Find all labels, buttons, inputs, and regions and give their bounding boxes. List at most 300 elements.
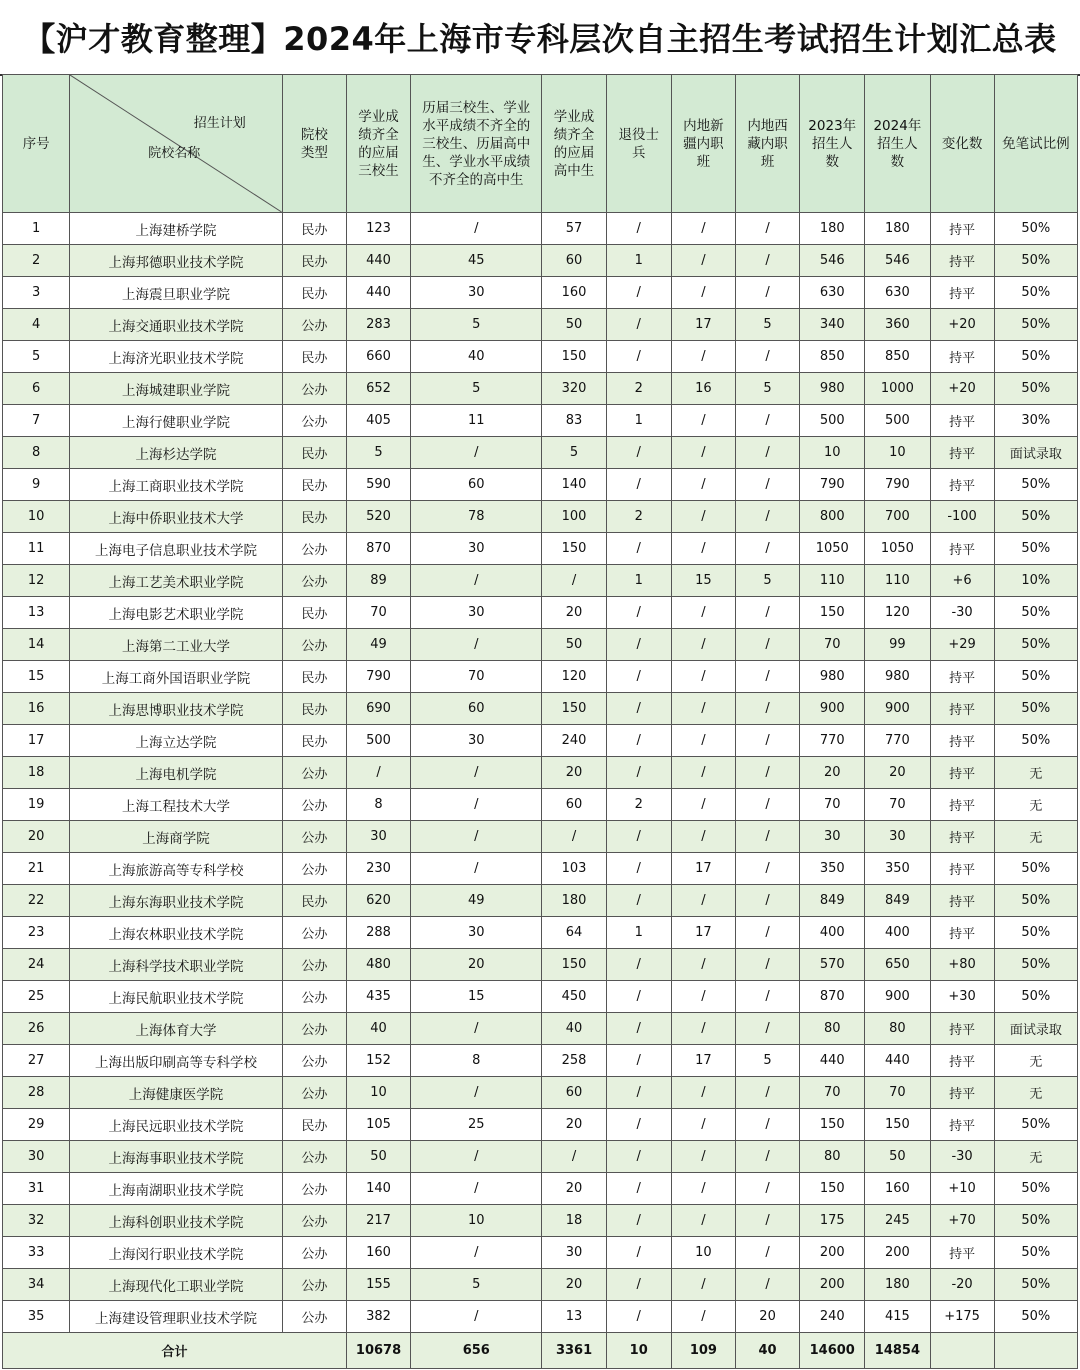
cell-c8: 850: [865, 341, 930, 373]
cell-c4: /: [606, 1141, 671, 1173]
cell-c2: 11: [411, 405, 542, 437]
table-row: [3, 629, 1078, 661]
cell-c9: +70: [930, 1205, 994, 1237]
cell-c2: /: [411, 1173, 542, 1205]
cell-seq: 3: [3, 277, 70, 309]
cell-c6: /: [735, 597, 799, 629]
cell-seq: 22: [3, 885, 70, 917]
cell-c9: 持平: [930, 277, 994, 309]
cell-c4: /: [606, 821, 671, 853]
cell-c4: /: [606, 437, 671, 469]
cell-c2: 30: [411, 533, 542, 565]
total-c9-empty: [930, 1333, 994, 1369]
cell-c8: 110: [865, 565, 930, 597]
table-row: [3, 533, 1078, 565]
cell-c2: 30: [411, 277, 542, 309]
cell-c1: 435: [346, 981, 410, 1013]
table-row: [3, 501, 1078, 533]
cell-c9: +80: [930, 949, 994, 981]
cell-c7: 200: [800, 1269, 865, 1301]
cell-school-type: 公办: [282, 533, 346, 565]
cell-c4: 2: [606, 373, 671, 405]
cell-c8: 120: [865, 597, 930, 629]
cell-c6: /: [735, 853, 799, 885]
cell-c10: 50%: [994, 853, 1077, 885]
cell-c2: 10: [411, 1205, 542, 1237]
cell-c5: /: [671, 757, 735, 789]
cell-c3: 140: [542, 469, 606, 501]
cell-c8: 180: [865, 213, 930, 245]
cell-school-name: 上海邦德职业技术学院: [70, 245, 283, 277]
total-c7: 14600: [800, 1333, 865, 1369]
cell-c1: 288: [346, 917, 410, 949]
cell-c6: /: [735, 885, 799, 917]
cell-c9: 持平: [930, 693, 994, 725]
cell-c10: 50%: [994, 1301, 1077, 1333]
cell-c2: /: [411, 789, 542, 821]
cell-c2: /: [411, 1077, 542, 1109]
cell-c5: /: [671, 1205, 735, 1237]
cell-c5: 16: [671, 373, 735, 405]
total-c1: 10678: [346, 1333, 410, 1369]
cell-c1: 690: [346, 693, 410, 725]
cell-c10: 50%: [994, 949, 1077, 981]
cell-seq: 26: [3, 1013, 70, 1045]
cell-c7: 150: [800, 1109, 865, 1141]
cell-c6: /: [735, 341, 799, 373]
cell-c3: 150: [542, 949, 606, 981]
cell-c10: 50%: [994, 373, 1077, 405]
cell-c2: 70: [411, 661, 542, 693]
cell-c9: +29: [930, 629, 994, 661]
cell-school-type: 民办: [282, 693, 346, 725]
cell-c9: -30: [930, 1141, 994, 1173]
cell-c1: 440: [346, 277, 410, 309]
table-row: [3, 437, 1078, 469]
cell-seq: 25: [3, 981, 70, 1013]
cell-c1: 49: [346, 629, 410, 661]
cell-school-type: 公办: [282, 1237, 346, 1269]
cell-school-type: 公办: [282, 373, 346, 405]
cell-school-name: 上海工商外国语职业学院: [70, 661, 283, 693]
cell-c9: +20: [930, 309, 994, 341]
header-c1: 学业成绩齐全的应届三校生: [346, 75, 410, 213]
cell-c5: /: [671, 533, 735, 565]
cell-c4: /: [606, 1109, 671, 1141]
cell-school-type: 民办: [282, 341, 346, 373]
cell-school-type: 公办: [282, 1301, 346, 1333]
cell-seq: 8: [3, 437, 70, 469]
header-c8: 2024年招生人数: [865, 75, 930, 213]
cell-c4: /: [606, 469, 671, 501]
cell-school-type: 公办: [282, 629, 346, 661]
table-row: [3, 341, 1078, 373]
cell-c10: 50%: [994, 629, 1077, 661]
cell-c7: 790: [800, 469, 865, 501]
cell-c5: /: [671, 245, 735, 277]
cell-c9: 持平: [930, 437, 994, 469]
cell-c3: 30: [542, 1237, 606, 1269]
cell-school-name: 上海海事职业技术学院: [70, 1141, 283, 1173]
cell-school-type: 民办: [282, 277, 346, 309]
cell-c10: 50%: [994, 693, 1077, 725]
header-seq: 序号: [3, 75, 70, 213]
cell-c10: 50%: [994, 1173, 1077, 1205]
cell-school-name: 上海南湖职业技术学院: [70, 1173, 283, 1205]
cell-c5: /: [671, 949, 735, 981]
cell-c6: /: [735, 1173, 799, 1205]
cell-c3: 13: [542, 1301, 606, 1333]
cell-c9: 持平: [930, 917, 994, 949]
table-row: [3, 1045, 1078, 1077]
cell-c1: 790: [346, 661, 410, 693]
cell-c5: /: [671, 789, 735, 821]
header-type: 院校类型: [282, 75, 346, 213]
total-c8: 14854: [865, 1333, 930, 1369]
cell-c5: 17: [671, 853, 735, 885]
cell-c2: 25: [411, 1109, 542, 1141]
table-row: [3, 309, 1078, 341]
cell-c10: 50%: [994, 1205, 1077, 1237]
cell-school-type: 民办: [282, 213, 346, 245]
cell-school-name: 上海行健职业学院: [70, 405, 283, 437]
cell-c3: 57: [542, 213, 606, 245]
cell-c7: 180: [800, 213, 865, 245]
cell-c9: +175: [930, 1301, 994, 1333]
cell-c4: 1: [606, 405, 671, 437]
cell-school-type: 公办: [282, 917, 346, 949]
cell-c2: 30: [411, 725, 542, 757]
cell-c10: 10%: [994, 565, 1077, 597]
cell-c3: 103: [542, 853, 606, 885]
table-row: [3, 1237, 1078, 1269]
header-school-name: 院校名称: [148, 146, 201, 161]
cell-c9: +20: [930, 373, 994, 405]
cell-c8: 770: [865, 725, 930, 757]
cell-c7: 200: [800, 1237, 865, 1269]
cell-c5: /: [671, 469, 735, 501]
cell-c6: /: [735, 725, 799, 757]
cell-c9: 持平: [930, 245, 994, 277]
cell-c6: /: [735, 533, 799, 565]
cell-school-name: 上海第二工业大学: [70, 629, 283, 661]
cell-c2: /: [411, 1013, 542, 1045]
cell-c5: /: [671, 725, 735, 757]
cell-school-name: 上海出版印刷高等专科学校: [70, 1045, 283, 1077]
cell-c10: 30%: [994, 405, 1077, 437]
cell-seq: 32: [3, 1205, 70, 1237]
cell-seq: 29: [3, 1109, 70, 1141]
cell-c10: 无: [994, 789, 1077, 821]
cell-c8: 50: [865, 1141, 930, 1173]
table-row: [3, 597, 1078, 629]
cell-seq: 24: [3, 949, 70, 981]
cell-c7: 70: [800, 629, 865, 661]
cell-c9: +6: [930, 565, 994, 597]
cell-c3: /: [542, 821, 606, 853]
cell-c3: 60: [542, 245, 606, 277]
cell-c9: 持平: [930, 821, 994, 853]
cell-c2: /: [411, 821, 542, 853]
cell-c3: 60: [542, 789, 606, 821]
cell-c4: /: [606, 629, 671, 661]
cell-c10: 无: [994, 1141, 1077, 1173]
cell-c4: 1: [606, 565, 671, 597]
cell-c8: 790: [865, 469, 930, 501]
cell-c3: 20: [542, 1109, 606, 1141]
cell-c3: 450: [542, 981, 606, 1013]
cell-seq: 31: [3, 1173, 70, 1205]
cell-c9: -30: [930, 597, 994, 629]
cell-c7: 870: [800, 981, 865, 1013]
cell-c9: 持平: [930, 789, 994, 821]
cell-c7: 630: [800, 277, 865, 309]
cell-c3: 60: [542, 1077, 606, 1109]
cell-c6: 20: [735, 1301, 799, 1333]
cell-school-type: 公办: [282, 821, 346, 853]
cell-c8: 400: [865, 917, 930, 949]
cell-c1: 382: [346, 1301, 410, 1333]
cell-c3: 240: [542, 725, 606, 757]
cell-seq: 10: [3, 501, 70, 533]
cell-c4: /: [606, 1301, 671, 1333]
cell-school-name: 上海闵行职业技术学院: [70, 1237, 283, 1269]
cell-c10: 50%: [994, 885, 1077, 917]
cell-c7: 850: [800, 341, 865, 373]
cell-c1: 8: [346, 789, 410, 821]
cell-school-name: 上海思博职业技术学院: [70, 693, 283, 725]
cell-c3: 64: [542, 917, 606, 949]
cell-c7: 175: [800, 1205, 865, 1237]
cell-c9: 持平: [930, 757, 994, 789]
header-c2: 历届三校生、学业水平成绩不齐全的三校生、历届高中生、学业水平成绩不齐全的高中生: [411, 75, 542, 213]
cell-school-type: 民办: [282, 597, 346, 629]
cell-c10: 无: [994, 821, 1077, 853]
cell-c10: 50%: [994, 309, 1077, 341]
header-c5: 内地新疆内职班: [671, 75, 735, 213]
cell-c3: 50: [542, 309, 606, 341]
cell-school-type: 公办: [282, 981, 346, 1013]
cell-school-type: 民办: [282, 437, 346, 469]
cell-c1: 30: [346, 821, 410, 853]
cell-school-type: 公办: [282, 853, 346, 885]
cell-c2: 49: [411, 885, 542, 917]
cell-c3: 18: [542, 1205, 606, 1237]
cell-school-name: 上海济光职业技术学院: [70, 341, 283, 373]
table-row: [3, 853, 1078, 885]
cell-school-name: 上海东海职业技术学院: [70, 885, 283, 917]
table-row: [3, 661, 1078, 693]
cell-c3: 20: [542, 757, 606, 789]
cell-c9: -100: [930, 501, 994, 533]
cell-c2: /: [411, 1141, 542, 1173]
cell-school-name: 上海电子信息职业技术学院: [70, 533, 283, 565]
table-row: [3, 565, 1078, 597]
cell-c7: 800: [800, 501, 865, 533]
table-row: [3, 693, 1078, 725]
cell-c10: 50%: [994, 661, 1077, 693]
cell-c10: 50%: [994, 341, 1077, 373]
cell-c4: /: [606, 1205, 671, 1237]
total-c2: 656: [411, 1333, 542, 1369]
cell-c2: /: [411, 565, 542, 597]
cell-school-name: 上海建设管理职业技术学院: [70, 1301, 283, 1333]
cell-c9: +30: [930, 981, 994, 1013]
cell-school-type: 公办: [282, 1173, 346, 1205]
cell-c1: 590: [346, 469, 410, 501]
cell-c3: 160: [542, 277, 606, 309]
cell-school-name: 上海工程技术大学: [70, 789, 283, 821]
cell-seq: 2: [3, 245, 70, 277]
header-plan: 招生计划: [193, 116, 246, 131]
cell-school-name: 上海商学院: [70, 821, 283, 853]
cell-c1: 217: [346, 1205, 410, 1237]
cell-c1: 140: [346, 1173, 410, 1205]
table-row: [3, 1013, 1078, 1045]
cell-c8: 700: [865, 501, 930, 533]
cell-c2: 30: [411, 597, 542, 629]
page-title: 【沪才教育整理】2024年上海市专科层次自主招生考试招生计划汇总表: [0, 0, 1080, 76]
header-diagonal-cell: [70, 75, 283, 213]
cell-c3: 20: [542, 1173, 606, 1205]
cell-c7: 1050: [800, 533, 865, 565]
table-row: [3, 725, 1078, 757]
cell-c6: /: [735, 405, 799, 437]
cell-c9: 持平: [930, 1045, 994, 1077]
cell-c5: /: [671, 1077, 735, 1109]
cell-school-name: 上海交通职业技术学院: [70, 309, 283, 341]
cell-school-type: 民办: [282, 661, 346, 693]
cell-c10: 面试录取: [994, 1013, 1077, 1045]
cell-seq: 30: [3, 1141, 70, 1173]
cell-c8: 70: [865, 789, 930, 821]
header-c9: 变化数: [930, 75, 994, 213]
cell-c3: 120: [542, 661, 606, 693]
cell-c9: 持平: [930, 661, 994, 693]
cell-c2: /: [411, 1237, 542, 1269]
cell-c5: 17: [671, 1045, 735, 1077]
cell-c2: /: [411, 853, 542, 885]
cell-c6: /: [735, 1109, 799, 1141]
cell-seq: 28: [3, 1077, 70, 1109]
cell-c1: 520: [346, 501, 410, 533]
cell-school-type: 公办: [282, 1269, 346, 1301]
cell-c1: 123: [346, 213, 410, 245]
cell-c7: 980: [800, 373, 865, 405]
cell-school-type: 民办: [282, 1109, 346, 1141]
cell-c8: 630: [865, 277, 930, 309]
cell-c6: /: [735, 1013, 799, 1045]
cell-c10: 面试录取: [994, 437, 1077, 469]
header-c7: 2023年招生人数: [800, 75, 865, 213]
cell-c6: /: [735, 1269, 799, 1301]
cell-seq: 23: [3, 917, 70, 949]
cell-c2: 5: [411, 373, 542, 405]
cell-seq: 14: [3, 629, 70, 661]
table-row: [3, 1301, 1078, 1333]
cell-c8: 30: [865, 821, 930, 853]
cell-school-type: 公办: [282, 309, 346, 341]
total-c3: 3361: [542, 1333, 606, 1369]
cell-c9: 持平: [930, 725, 994, 757]
table-row: [3, 917, 1078, 949]
cell-c10: 50%: [994, 597, 1077, 629]
cell-c8: 440: [865, 1045, 930, 1077]
cell-c3: 83: [542, 405, 606, 437]
table-row: [3, 1109, 1078, 1141]
cell-school-name: 上海工商职业技术学院: [70, 469, 283, 501]
cell-seq: 5: [3, 341, 70, 373]
cell-school-type: 公办: [282, 1013, 346, 1045]
cell-c3: 50: [542, 629, 606, 661]
cell-c5: /: [671, 405, 735, 437]
cell-c4: /: [606, 213, 671, 245]
cell-seq: 33: [3, 1237, 70, 1269]
cell-c8: 546: [865, 245, 930, 277]
cell-c5: /: [671, 629, 735, 661]
cell-c6: /: [735, 917, 799, 949]
cell-c1: 50: [346, 1141, 410, 1173]
cell-school-name: 上海电影艺术职业学院: [70, 597, 283, 629]
cell-c9: 持平: [930, 213, 994, 245]
cell-c6: 5: [735, 373, 799, 405]
cell-c5: /: [671, 501, 735, 533]
cell-seq: 12: [3, 565, 70, 597]
cell-c8: 350: [865, 853, 930, 885]
enrollment-plan-table: [2, 74, 1078, 1369]
cell-school-type: 公办: [282, 405, 346, 437]
cell-school-type: 民办: [282, 885, 346, 917]
cell-school-name: 上海健康医学院: [70, 1077, 283, 1109]
cell-c8: 99: [865, 629, 930, 661]
header-c6: 内地西藏内职班: [735, 75, 799, 213]
cell-c9: 持平: [930, 1013, 994, 1045]
cell-c3: 5: [542, 437, 606, 469]
cell-c10: 无: [994, 1045, 1077, 1077]
cell-c7: 240: [800, 1301, 865, 1333]
cell-c4: 2: [606, 789, 671, 821]
cell-c5: 10: [671, 1237, 735, 1269]
cell-school-name: 上海城建职业学院: [70, 373, 283, 405]
cell-school-type: 民办: [282, 725, 346, 757]
cell-school-type: 公办: [282, 1141, 346, 1173]
total-label: 合计: [3, 1333, 347, 1369]
table-row: [3, 981, 1078, 1013]
cell-c8: 20: [865, 757, 930, 789]
total-c6: 40: [735, 1333, 799, 1369]
cell-c6: /: [735, 245, 799, 277]
cell-school-name: 上海体育大学: [70, 1013, 283, 1045]
cell-c1: 152: [346, 1045, 410, 1077]
cell-c2: 45: [411, 245, 542, 277]
cell-school-name: 上海农林职业技术学院: [70, 917, 283, 949]
cell-c7: 30: [800, 821, 865, 853]
cell-c8: 70: [865, 1077, 930, 1109]
cell-c7: 400: [800, 917, 865, 949]
cell-school-name: 上海现代化工职业学院: [70, 1269, 283, 1301]
cell-c1: 500: [346, 725, 410, 757]
cell-c8: 900: [865, 693, 930, 725]
cell-c1: 105: [346, 1109, 410, 1141]
cell-c3: 150: [542, 533, 606, 565]
cell-c4: /: [606, 757, 671, 789]
cell-c4: /: [606, 885, 671, 917]
cell-c9: 持平: [930, 469, 994, 501]
cell-c3: 150: [542, 693, 606, 725]
cell-school-name: 上海中侨职业技术大学: [70, 501, 283, 533]
cell-school-name: 上海科创职业技术学院: [70, 1205, 283, 1237]
cell-c7: 20: [800, 757, 865, 789]
